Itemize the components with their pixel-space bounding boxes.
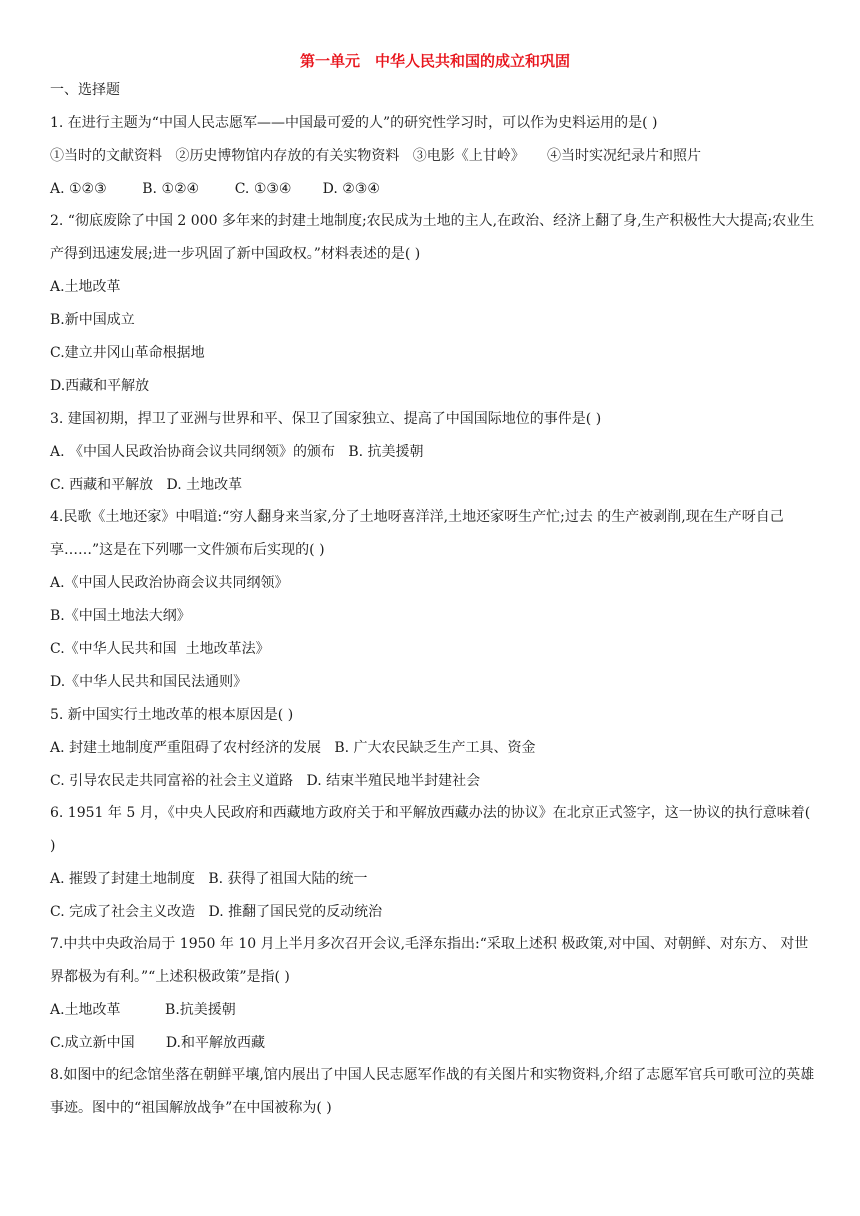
question-7-options-ab: A.土地改革 B.抗美援朝 (50, 1002, 236, 1018)
question-4-option-d: D.《中华人民共和国民法通则》 (50, 674, 248, 690)
question-3 (50, 409, 820, 495)
question-5 (50, 705, 820, 791)
question-3-options-cd: C. 西藏和平解放 D. 土地改革 (50, 477, 243, 493)
question-6-options-cd: C. 完成了社会主义改造 D. 推翻了国民党的反动统治 (50, 904, 383, 920)
question-4-option-a: A.《中国人民政治协商会议共同纲领》 (50, 575, 289, 591)
question-5-options-cd: C. 引导农民走共同富裕的社会主义道路 D. 结束半殖民地半封建社会 (50, 773, 481, 789)
document-page (50, 50, 820, 1131)
question-3-options-ab: A. 《中国人民政治协商会议共同纲领》的颁布 B. 抗美援朝 (50, 444, 424, 460)
section-heading: 一、选择题 (50, 82, 120, 98)
question-1-options: A. ①②③ B. ①②④ C. ①③④ D. ②③④ (50, 181, 380, 197)
question-2-option-c: C.建立井冈山革命根据地 (50, 345, 205, 361)
question-8 (50, 1059, 820, 1125)
question-1-stem: 1. 在进行主题为“中国人民志愿军——中国最可爱的人”的研究性学习时，可以作为史料运用的是( ) (50, 115, 658, 131)
question-6 (50, 797, 820, 922)
question-5-stem: 5. 新中国实行土地改革的根本原因是( ) (50, 707, 294, 723)
question-4-option-b: B.《中国土地法大纲》 (50, 608, 191, 624)
question-7-options-cd: C.成立新中国 D.和平解放西藏 (50, 1035, 265, 1051)
question-4-option-c: C.《中华人民共和国 土地改革法》 (50, 641, 270, 657)
question-3-stem: 3. 建国初期，捍卫了亚洲与世界和平、保卫了国家独立、提高了中国国际地位的事件是( ) (50, 411, 602, 427)
question-7-stem: 7.中共中央政治局于 1950 年 10 月上半月多次召开会议,毛泽东指出:“采取上述积 极政策,对中国、对朝鲜、对东方、 对世界都极为有利。”“上述积极政策”是指( ) (50, 936, 809, 985)
question-2-option-b: B.新中国成立 (50, 312, 135, 328)
document-title: 第一单元 中华人民共和国的成立和巩固 (299, 52, 570, 70)
question-1-items: ①当时的文献资料 ②历史博物馆内存放的有关实物资料 ③电影《上甘岭》 ④当时实况纪录片和照片 (50, 148, 701, 164)
question-2 (50, 205, 820, 396)
question-7 (50, 928, 820, 1053)
question-5-options-ab: A. 封建土地制度严重阻碍了农村经济的发展 B. 广大农民缺乏生产工具、资金 (50, 740, 536, 756)
question-2-option-a: A.土地改革 (50, 279, 121, 295)
question-4 (50, 501, 820, 692)
question-1 (50, 113, 820, 199)
question-8-stem: 8.如图中的纪念馆坐落在朝鲜平壤,馆内展出了中国人民志愿军作战的有关图片和实物资料,介绍了志愿军官兵可歌可泣的英雄事迹。图中的“祖国解放战争”在中国被称为( ) (50, 1067, 815, 1116)
question-2-option-d: D.西藏和平解放 (50, 378, 150, 394)
question-6-options-ab: A. 摧毁了封建土地制度 B. 获得了祖国大陆的统一 (50, 871, 368, 887)
question-2-stem: 2. “彻底废除了中国 2 000 多年来的封建土地制度;农民成为土地的主人,在政治、经济上翻了身,生产积极性大大提高;农业生产得到迅速发展;进一步巩固了新中国政权。”材料表述的是( ) (50, 213, 815, 262)
question-4-stem: 4.民歌《土地还家》中唱道:“穷人翻身来当家,分了土地呀喜洋洋,土地还家呀生产忙;过去 的生产被剥削,现在生产呀自己享……”这是在下列哪一文件颁布后实现的( ) (50, 509, 784, 558)
question-6-stem: 6. 1951 年 5 月，《中央人民政府和西藏地方政府关于和平解放西藏办法的协议》在北京正式签字，这一协议的执行意味着( ) (50, 805, 811, 854)
